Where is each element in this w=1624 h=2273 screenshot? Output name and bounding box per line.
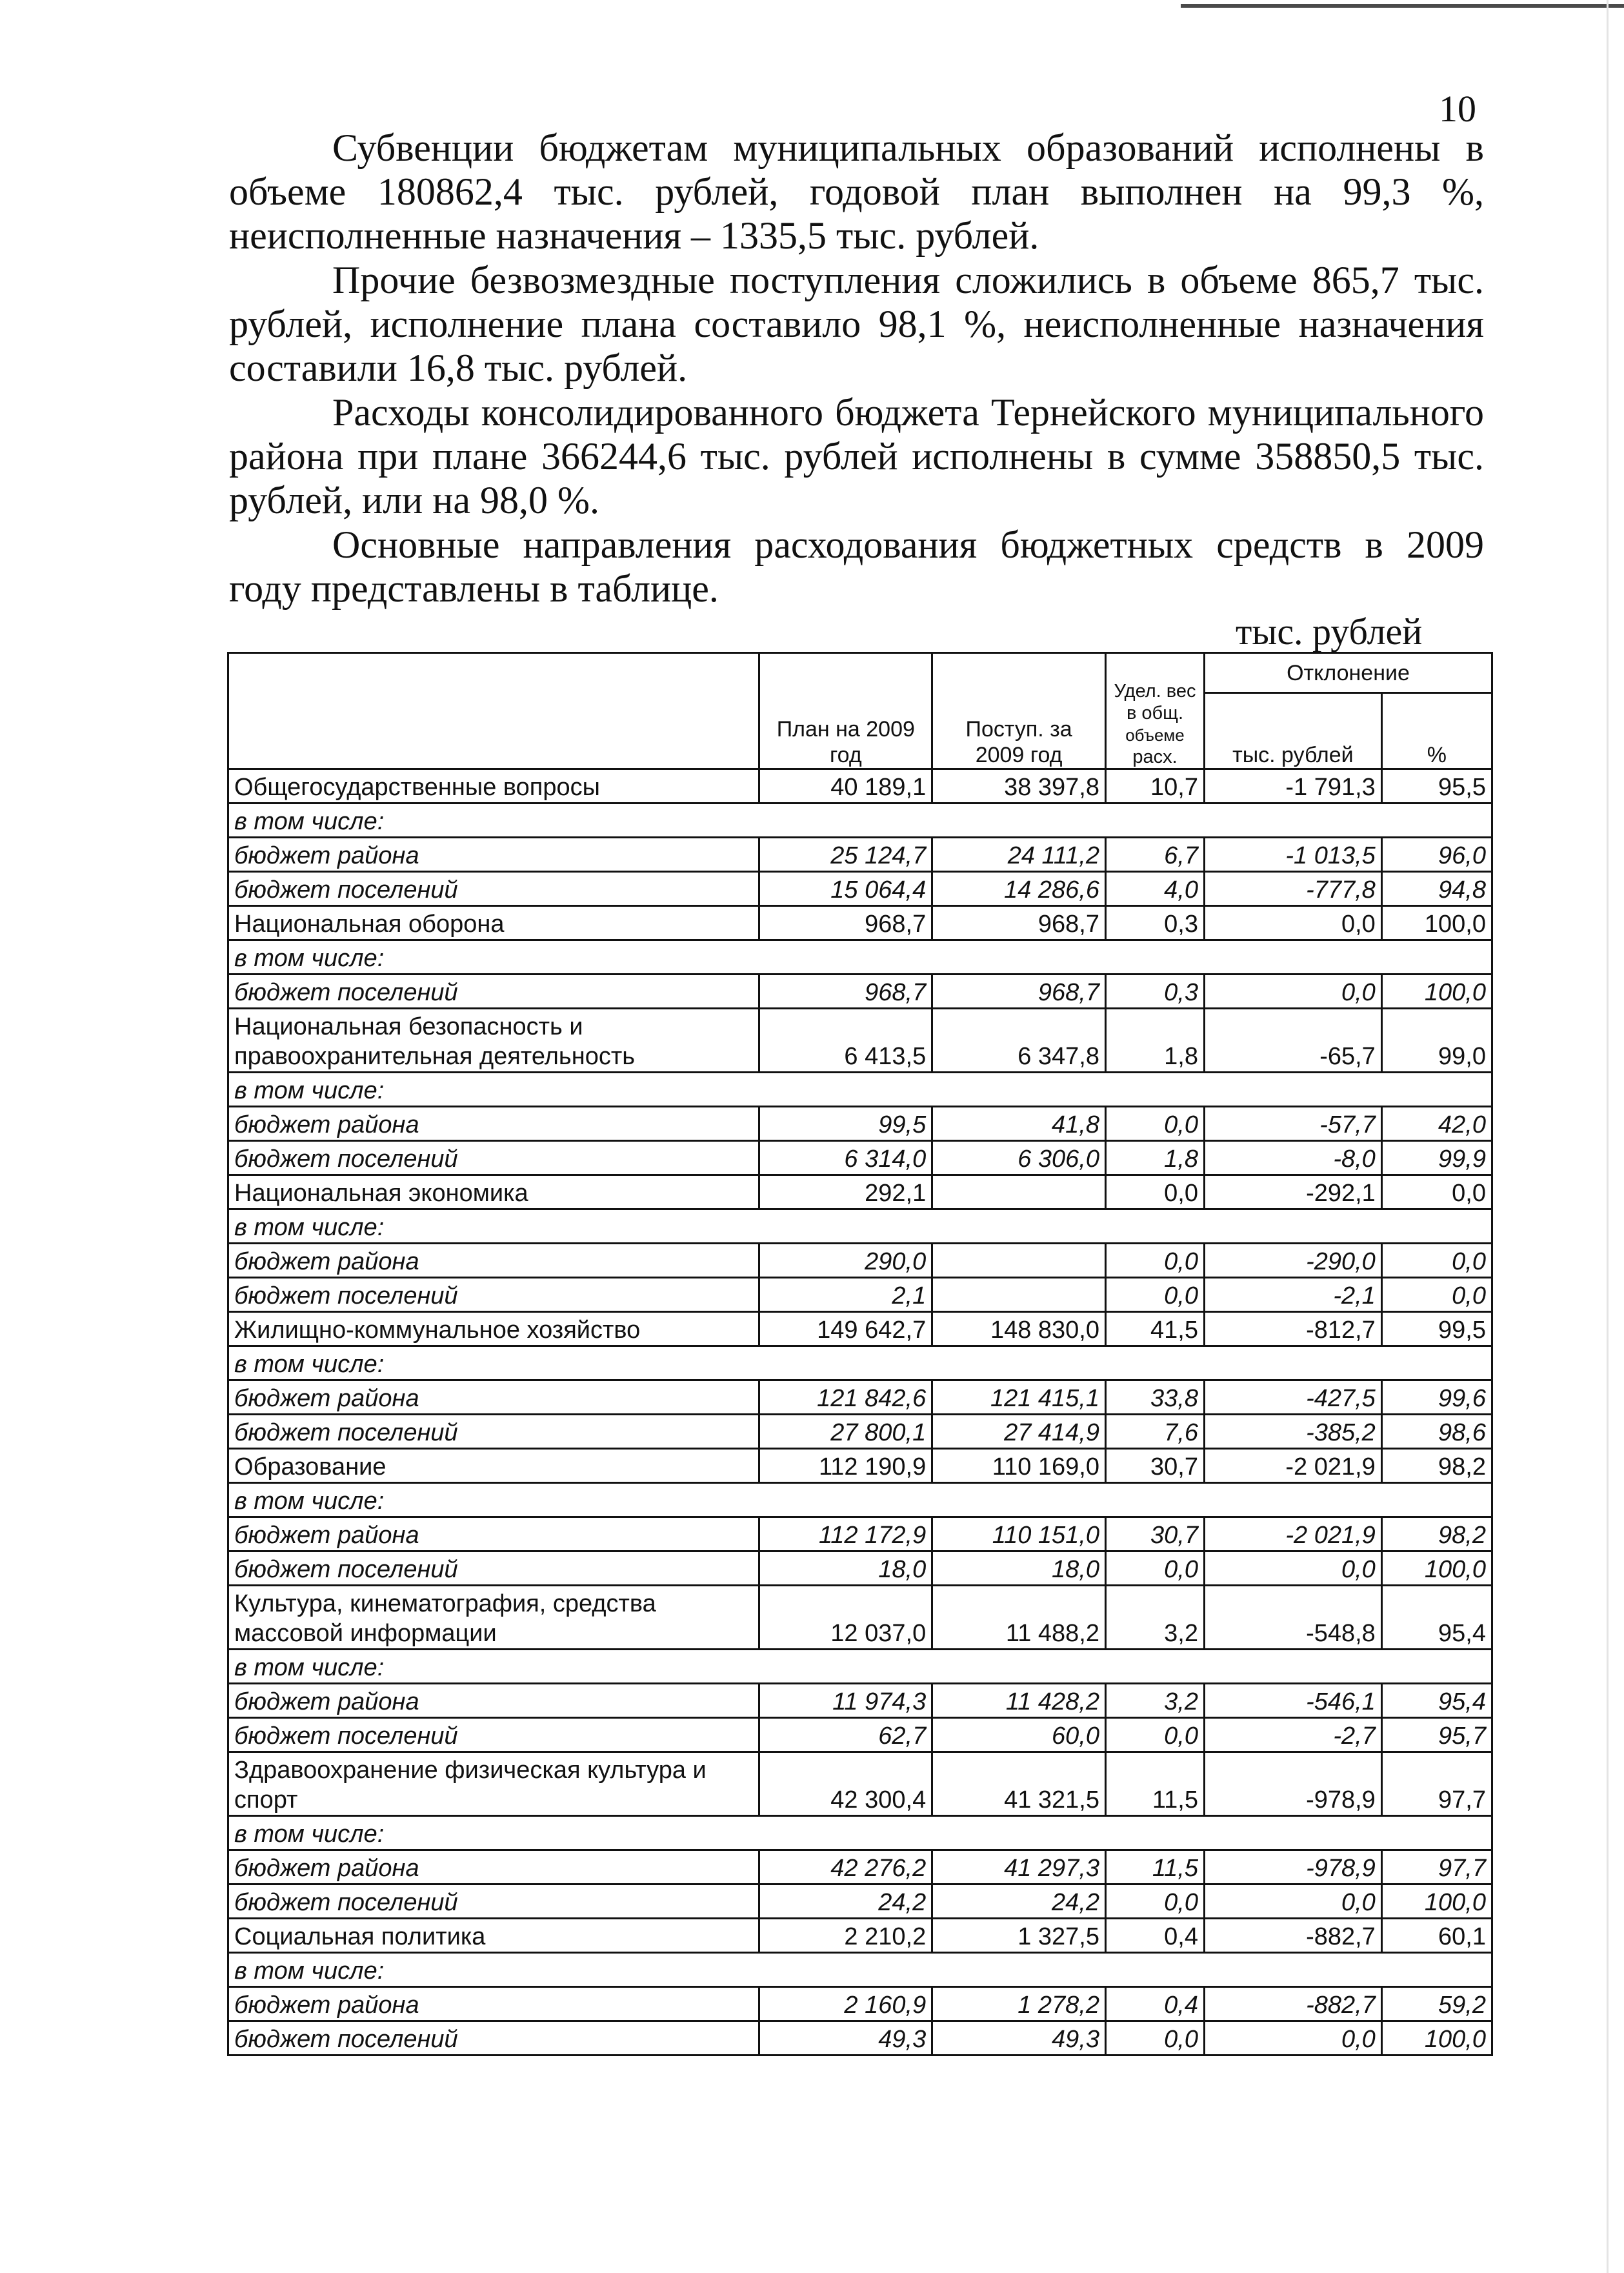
cell-deviation: -882,7 xyxy=(1205,1919,1382,1953)
cell-deviation-pct: 42,0 xyxy=(1381,1107,1492,1141)
including-label: в том числе: xyxy=(228,940,1492,975)
cell-deviation-pct: 95,5 xyxy=(1381,769,1492,803)
cell-name: бюджет района xyxy=(228,1244,759,1278)
table-row-category xyxy=(228,769,1492,803)
cell-share: 0,0 xyxy=(1106,1278,1205,1312)
cell-fact: 1 278,2 xyxy=(932,1987,1106,2021)
cell-name: Национальная безопасность и правоохранительная деятельность xyxy=(228,1009,759,1073)
cell-deviation-pct: 0,0 xyxy=(1381,1244,1492,1278)
cell-share: 0,4 xyxy=(1106,1987,1205,2021)
table-row-category xyxy=(228,1919,1492,1953)
cell-deviation: -385,2 xyxy=(1205,1415,1382,1449)
cell-fact: 6 306,0 xyxy=(932,1141,1106,1175)
header-share-line2: объеме xyxy=(1125,725,1185,745)
table-row-sub xyxy=(228,1718,1492,1752)
cell-name: бюджет района xyxy=(228,1987,759,2021)
cell-fact: 24,2 xyxy=(932,1884,1106,1919)
table-row-including-label xyxy=(228,940,1492,975)
cell-share: 0,0 xyxy=(1106,2021,1205,2056)
cell-deviation-pct: 95,4 xyxy=(1381,1684,1492,1718)
cell-deviation: 0,0 xyxy=(1205,975,1382,1009)
cell-deviation: -57,7 xyxy=(1205,1107,1382,1141)
cell-name: Культура, кинематография, средства массовой информации xyxy=(228,1586,759,1650)
table-row-sub xyxy=(228,1380,1492,1415)
cell-name: Жилищно-коммунальное хозяйство xyxy=(228,1312,759,1346)
cell-share: 11,5 xyxy=(1106,1850,1205,1884)
scan-edge-rule xyxy=(1181,4,1624,8)
cell-deviation-pct: 99,5 xyxy=(1381,1312,1492,1346)
table-row-sub xyxy=(228,1987,1492,2021)
cell-fact: 11 488,2 xyxy=(932,1586,1106,1650)
cell-share: 0,4 xyxy=(1106,1919,1205,1953)
cell-deviation: 0,0 xyxy=(1205,1551,1382,1586)
scan-edge-shadow xyxy=(1607,0,1609,2273)
cell-deviation-pct: 95,7 xyxy=(1381,1718,1492,1752)
cell-fact: 27 414,9 xyxy=(932,1415,1106,1449)
table-row-including-label xyxy=(228,1953,1492,1987)
cell-fact: 41 297,3 xyxy=(932,1850,1106,1884)
including-label: в том числе: xyxy=(228,1073,1492,1107)
cell-deviation: -2 021,9 xyxy=(1205,1449,1382,1483)
cell-deviation-pct: 95,4 xyxy=(1381,1586,1492,1650)
cell-deviation: -2,7 xyxy=(1205,1718,1382,1752)
cell-deviation: 0,0 xyxy=(1205,906,1382,940)
cell-plan: 149 642,7 xyxy=(759,1312,932,1346)
cell-plan: 62,7 xyxy=(759,1718,932,1752)
table-units-caption: тыс. рублей xyxy=(1236,611,1423,652)
cell-plan: 27 800,1 xyxy=(759,1415,932,1449)
cell-share: 3,2 xyxy=(1106,1586,1205,1650)
cell-name: бюджет поселений xyxy=(228,1141,759,1175)
cell-share: 0,3 xyxy=(1106,906,1205,940)
header-plan: План на 2009 год xyxy=(759,653,932,769)
cell-deviation: -290,0 xyxy=(1205,1244,1382,1278)
cell-name: бюджет поселений xyxy=(228,1884,759,1919)
cell-deviation-pct: 100,0 xyxy=(1381,2021,1492,2056)
table-row-sub xyxy=(228,838,1492,872)
cell-plan: 25 124,7 xyxy=(759,838,932,872)
header-share xyxy=(1106,653,1205,769)
table-row-including-label xyxy=(228,1483,1492,1517)
cell-name: бюджет поселений xyxy=(228,1551,759,1586)
cell-fact: 1 327,5 xyxy=(932,1919,1106,1953)
cell-name: бюджет поселений xyxy=(228,2021,759,2056)
cell-plan: 6 314,0 xyxy=(759,1141,932,1175)
including-label: в том числе: xyxy=(228,1816,1492,1850)
cell-deviation-pct: 99,0 xyxy=(1381,1009,1492,1073)
cell-name: бюджет района xyxy=(228,1107,759,1141)
table-row-including-label xyxy=(228,1346,1492,1380)
cell-deviation-pct: 100,0 xyxy=(1381,975,1492,1009)
cell-share: 0,3 xyxy=(1106,975,1205,1009)
paragraph-table-intro: Основные направления расходования бюджетных средств в 2009 году представлены в таблице. xyxy=(229,523,1484,610)
cell-fact: 11 428,2 xyxy=(932,1684,1106,1718)
cell-fact: 24 111,2 xyxy=(932,838,1106,872)
cell-name: бюджет поселений xyxy=(228,872,759,906)
cell-deviation: 0,0 xyxy=(1205,2021,1382,2056)
cell-fact: 110 151,0 xyxy=(932,1517,1106,1551)
cell-share: 3,2 xyxy=(1106,1684,1205,1718)
cell-deviation-pct: 96,0 xyxy=(1381,838,1492,872)
cell-fact: 14 286,6 xyxy=(932,872,1106,906)
cell-share: 0,0 xyxy=(1106,1175,1205,1209)
paragraph-consolidated-expenses: Расходы консолидированного бюджета Тернейского муниципального района при плане 366244,6 тыс. рублей исполнены в сумме 358850,5 тыс. рублей, или на 98,0 %. xyxy=(229,391,1484,521)
cell-share: 0,0 xyxy=(1106,1884,1205,1919)
cell-plan: 99,5 xyxy=(759,1107,932,1141)
cell-name: бюджет поселений xyxy=(228,1415,759,1449)
table-row-sub xyxy=(228,1107,1492,1141)
cell-deviation-pct: 100,0 xyxy=(1381,906,1492,940)
cell-fact: 41 321,5 xyxy=(932,1752,1106,1816)
page-number: 10 xyxy=(1439,88,1476,130)
cell-name: Здравоохранение физическая культура и спорт xyxy=(228,1752,759,1816)
cell-deviation: -548,8 xyxy=(1205,1586,1382,1650)
cell-plan: 42 300,4 xyxy=(759,1752,932,1816)
cell-fact: 968,7 xyxy=(932,975,1106,1009)
table-row-sub xyxy=(228,1415,1492,1449)
table-row-sub xyxy=(228,1850,1492,1884)
table-row-category xyxy=(228,1752,1492,1816)
cell-name: бюджет района xyxy=(228,1380,759,1415)
cell-fact xyxy=(932,1244,1106,1278)
table-row-sub xyxy=(228,872,1492,906)
cell-plan: 49,3 xyxy=(759,2021,932,2056)
cell-deviation-pct: 99,6 xyxy=(1381,1380,1492,1415)
cell-fact: 968,7 xyxy=(932,906,1106,940)
table-row-including-label xyxy=(228,1209,1492,1244)
cell-name: Общегосударственные вопросы xyxy=(228,769,759,803)
table-row-category xyxy=(228,1175,1492,1209)
cell-plan: 292,1 xyxy=(759,1175,932,1209)
header-deviation-abs: тыс. рублей xyxy=(1205,693,1382,769)
cell-deviation-pct: 98,6 xyxy=(1381,1415,1492,1449)
cell-deviation-pct: 0,0 xyxy=(1381,1278,1492,1312)
cell-plan: 2,1 xyxy=(759,1278,932,1312)
cell-plan: 121 842,6 xyxy=(759,1380,932,1415)
header-name-empty xyxy=(228,653,759,769)
table-row-sub xyxy=(228,1517,1492,1551)
cell-plan: 2 160,9 xyxy=(759,1987,932,2021)
cell-plan: 12 037,0 xyxy=(759,1586,932,1650)
cell-deviation-pct: 59,2 xyxy=(1381,1987,1492,2021)
cell-deviation-pct: 60,1 xyxy=(1381,1919,1492,1953)
cell-name: бюджет поселений xyxy=(228,1718,759,1752)
cell-name: Национальная экономика xyxy=(228,1175,759,1209)
table-row-category xyxy=(228,1009,1492,1073)
cell-fact: 38 397,8 xyxy=(932,769,1106,803)
cell-share: 4,0 xyxy=(1106,872,1205,906)
cell-fact: 41,8 xyxy=(932,1107,1106,1141)
table-row-sub xyxy=(228,1684,1492,1718)
paragraph-other-receipts: Прочие безвозмездные поступления сложились в объеме 865,7 тыс. рублей, исполнение плана составило 98,1 %, неисполненные назначения составили 16,8 тыс. рублей. xyxy=(229,259,1484,389)
including-label: в том числе: xyxy=(228,1209,1492,1244)
cell-share: 30,7 xyxy=(1106,1517,1205,1551)
table-row-including-label xyxy=(228,803,1492,838)
cell-fact: 6 347,8 xyxy=(932,1009,1106,1073)
cell-deviation: -2,1 xyxy=(1205,1278,1382,1312)
cell-share: 33,8 xyxy=(1106,1380,1205,1415)
header-deviation-pct: % xyxy=(1381,693,1492,769)
cell-share: 1,8 xyxy=(1106,1141,1205,1175)
cell-plan: 15 064,4 xyxy=(759,872,932,906)
cell-fact: 18,0 xyxy=(932,1551,1106,1586)
table-row-sub xyxy=(228,1141,1492,1175)
cell-share: 6,7 xyxy=(1106,838,1205,872)
cell-fact: 148 830,0 xyxy=(932,1312,1106,1346)
cell-plan: 40 189,1 xyxy=(759,769,932,803)
table-row-sub xyxy=(228,1278,1492,1312)
cell-plan: 24,2 xyxy=(759,1884,932,1919)
cell-plan: 11 974,3 xyxy=(759,1684,932,1718)
cell-share: 30,7 xyxy=(1106,1449,1205,1483)
table-row-sub xyxy=(228,1884,1492,1919)
cell-share: 0,0 xyxy=(1106,1551,1205,1586)
cell-deviation-pct: 97,7 xyxy=(1381,1850,1492,1884)
table-row-including-label xyxy=(228,1073,1492,1107)
cell-fact: 60,0 xyxy=(932,1718,1106,1752)
including-label: в том числе: xyxy=(228,1953,1492,1987)
cell-deviation-pct: 98,2 xyxy=(1381,1517,1492,1551)
cell-plan: 968,7 xyxy=(759,906,932,940)
cell-deviation: -8,0 xyxy=(1205,1141,1382,1175)
cell-fact: 110 169,0 xyxy=(932,1449,1106,1483)
cell-deviation-pct: 99,9 xyxy=(1381,1141,1492,1175)
cell-deviation: -546,1 xyxy=(1205,1684,1382,1718)
cell-fact: 121 415,1 xyxy=(932,1380,1106,1415)
cell-deviation: -65,7 xyxy=(1205,1009,1382,1073)
cell-plan: 290,0 xyxy=(759,1244,932,1278)
cell-name: Образование xyxy=(228,1449,759,1483)
cell-fact xyxy=(932,1175,1106,1209)
cell-share: 1,8 xyxy=(1106,1009,1205,1073)
cell-deviation-pct: 98,2 xyxy=(1381,1449,1492,1483)
table-row-category xyxy=(228,1312,1492,1346)
cell-share: 10,7 xyxy=(1106,769,1205,803)
cell-deviation: 0,0 xyxy=(1205,1884,1382,1919)
cell-fact xyxy=(932,1278,1106,1312)
cell-deviation-pct: 100,0 xyxy=(1381,1551,1492,1586)
cell-share: 0,0 xyxy=(1106,1244,1205,1278)
table-row-sub xyxy=(228,975,1492,1009)
cell-name: бюджет района xyxy=(228,1850,759,1884)
cell-plan: 112 172,9 xyxy=(759,1517,932,1551)
cell-deviation-pct: 94,8 xyxy=(1381,872,1492,906)
cell-deviation: -777,8 xyxy=(1205,872,1382,906)
table-row-sub xyxy=(228,2021,1492,2056)
cell-deviation: -812,7 xyxy=(1205,1312,1382,1346)
cell-deviation: -978,9 xyxy=(1205,1752,1382,1816)
cell-deviation: -882,7 xyxy=(1205,1987,1382,2021)
header-fact: Поступ. за 2009 год xyxy=(932,653,1106,769)
paragraph-subventions: Субвенции бюджетам муниципальных образований исполнены в объеме 180862,4 тыс. рублей, годовой план выполнен на 99,3 %, неисполненные назначения – 1335,5 тыс. рублей. xyxy=(229,126,1484,257)
cell-deviation: -1 013,5 xyxy=(1205,838,1382,872)
budget-expenses-table xyxy=(227,652,1493,2056)
header-share-line1: Удел. вес в общ. xyxy=(1114,681,1196,723)
table-row-including-label xyxy=(228,1650,1492,1684)
cell-deviation: -292,1 xyxy=(1205,1175,1382,1209)
including-label: в том числе: xyxy=(228,803,1492,838)
cell-name: бюджет района xyxy=(228,838,759,872)
cell-name: Социальная политика xyxy=(228,1919,759,1953)
cell-share: 0,0 xyxy=(1106,1107,1205,1141)
table-row-category xyxy=(228,906,1492,940)
cell-plan: 42 276,2 xyxy=(759,1850,932,1884)
table-row-sub xyxy=(228,1551,1492,1586)
cell-fact: 49,3 xyxy=(932,2021,1106,2056)
cell-deviation-pct: 0,0 xyxy=(1381,1175,1492,1209)
header-deviation: Отклонение xyxy=(1205,653,1492,693)
table-row-category xyxy=(228,1586,1492,1650)
cell-name: бюджет поселений xyxy=(228,1278,759,1312)
table-row-category xyxy=(228,1449,1492,1483)
including-label: в том числе: xyxy=(228,1650,1492,1684)
table-body xyxy=(228,769,1492,2056)
cell-plan: 2 210,2 xyxy=(759,1919,932,1953)
header-share-line3: расх. xyxy=(1132,747,1178,767)
cell-plan: 968,7 xyxy=(759,975,932,1009)
cell-deviation-pct: 100,0 xyxy=(1381,1884,1492,1919)
table-row-sub xyxy=(228,1244,1492,1278)
cell-deviation: -978,9 xyxy=(1205,1850,1382,1884)
table-row-including-label xyxy=(228,1816,1492,1850)
cell-share: 11,5 xyxy=(1106,1752,1205,1816)
cell-share: 41,5 xyxy=(1106,1312,1205,1346)
cell-name: бюджет района xyxy=(228,1517,759,1551)
cell-deviation: -2 021,9 xyxy=(1205,1517,1382,1551)
cell-plan: 18,0 xyxy=(759,1551,932,1586)
including-label: в том числе: xyxy=(228,1346,1492,1380)
cell-name: Национальная оборона xyxy=(228,906,759,940)
cell-plan: 6 413,5 xyxy=(759,1009,932,1073)
including-label: в том числе: xyxy=(228,1483,1492,1517)
cell-share: 7,6 xyxy=(1106,1415,1205,1449)
cell-deviation: -427,5 xyxy=(1205,1380,1382,1415)
cell-name: бюджет района xyxy=(228,1684,759,1718)
cell-deviation-pct: 97,7 xyxy=(1381,1752,1492,1816)
cell-plan: 112 190,9 xyxy=(759,1449,932,1483)
cell-share: 0,0 xyxy=(1106,1718,1205,1752)
cell-deviation: -1 791,3 xyxy=(1205,769,1382,803)
cell-name: бюджет поселений xyxy=(228,975,759,1009)
